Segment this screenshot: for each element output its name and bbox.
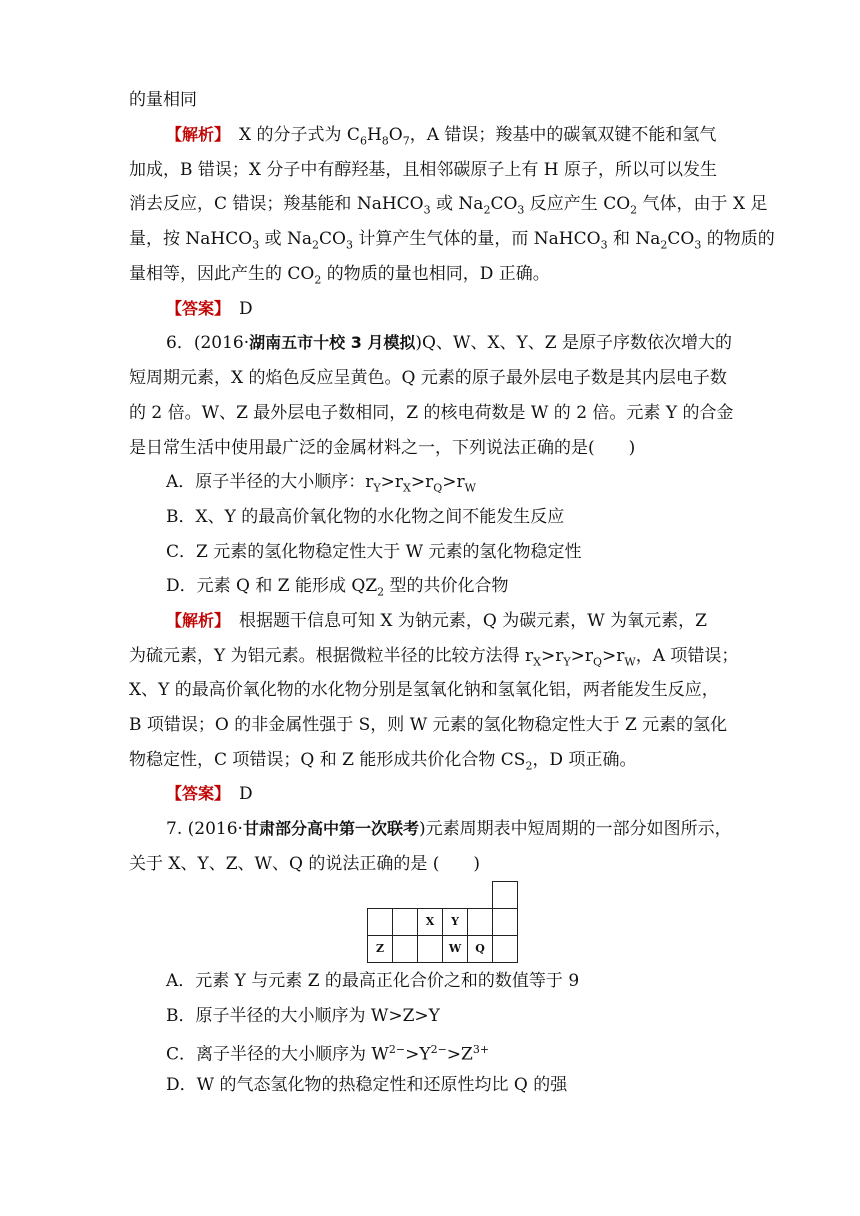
text-run: 2 (483, 203, 491, 217)
text-run: CO (490, 194, 518, 214)
text-run: 8 (381, 134, 389, 148)
text-run: D．W 的气态氢化物的热稳定性和还原性均比 Q 的强 (166, 1075, 568, 1095)
text-run: 或 Na (259, 229, 313, 249)
text-run: 量相等，因此产生的 CO (129, 264, 315, 284)
text-run: 2 (377, 585, 385, 599)
table-cell: Z (367, 935, 393, 963)
text-run: 的物质的 (701, 229, 775, 249)
text-run: >r (442, 472, 465, 492)
text-run: 3 (345, 238, 353, 252)
text-run: >r (602, 646, 625, 666)
text-line (166, 817, 732, 841)
text-run: )Q、W、X、Y、Z 是原子序数依次增大的 (415, 333, 732, 353)
text-run: 3+ (472, 1043, 490, 1056)
text-run: 2 (630, 203, 638, 217)
text-run: X 的分子式为 C (222, 125, 360, 145)
text-run: 量，按 NaHCO (129, 229, 253, 249)
table-cell (492, 881, 518, 909)
source-label: 湖南五市十校 3 月模拟 (249, 333, 416, 352)
table-cell (467, 908, 493, 936)
text-run: 关于 X、Y、Z、W、Q 的说法正确的是 ( ) (129, 854, 481, 874)
text-run: C．Z 元素的氢化物稳定性大于 W 元素的氢化物稳定性 (166, 542, 582, 562)
text-run: 2− (430, 1043, 447, 1056)
text-run: D (222, 784, 253, 804)
text-line (166, 297, 253, 321)
text-line (129, 88, 197, 112)
text-run: H (366, 125, 382, 145)
text-line (129, 644, 738, 674)
text-run: ，A 错误；羧基中的碳氧双键不能和氢气 (409, 125, 717, 145)
text-line (166, 574, 509, 604)
text-run: B 项错误；O 的非金属性强于 S，则 W 元素的氢化物稳定性大于 Z 元素的氢化 (129, 715, 728, 735)
text-line (129, 713, 727, 737)
section-tag: 【答案】 (166, 784, 223, 803)
text-line (166, 782, 253, 806)
section-tag: 【答案】 (166, 299, 223, 318)
text-run: B．X、Y 的最高价氧化物的水化物之间不能发生反应 (166, 507, 565, 527)
text-run: 2 (312, 238, 320, 252)
text-line (166, 1073, 567, 1097)
text-run: 反应产生 CO (524, 194, 631, 214)
text-run: 7 (402, 134, 410, 148)
text-run: ，A 项错误； (635, 646, 739, 666)
text-line (166, 331, 732, 355)
text-run: 消去反应，C 错误；羧基能和 NaHCO (129, 194, 424, 214)
text-run: >r (570, 646, 594, 666)
text-line (166, 609, 707, 633)
text-run: 2 (660, 238, 668, 252)
text-run: >r (541, 646, 564, 666)
text-run: )元素周期表中短周期的一部分如图所示， (418, 819, 732, 839)
text-run: 加成，B 错误；X 分子中有醇羟基，且相邻碳原子上有 H 原子，所以可以发生 (129, 160, 718, 180)
text-run: 7. (2016· (166, 819, 243, 839)
text-run: X (533, 655, 541, 669)
text-line (166, 1004, 440, 1028)
text-run: 的 2 倍。W、Z 最外层电子数相同，Z 的核电荷数是 W 的 2 倍。元素 Y 的合金 (129, 403, 734, 423)
text-run: 型的共价化合物 (384, 576, 509, 596)
text-run: 短周期元素，X 的焰色反应呈黄色。Q 元素的原子最外层电子数是其内层电子数 (129, 368, 727, 388)
text-line (129, 262, 550, 292)
text-line (129, 366, 727, 390)
text-run: D．元素 Q 和 Z 能形成 QZ (166, 576, 378, 596)
table-cell: Y (442, 908, 468, 936)
text-run: W (464, 481, 476, 495)
text-run: 3 (252, 238, 260, 252)
text-line (166, 969, 579, 993)
text-run: X、Y 的最高价氧化物的水化物分别是氢氧化钠和氢氧化铝，两者能发生反应， (129, 680, 719, 700)
source-label: 甘肃部分高中第一次联考 (242, 819, 419, 838)
text-line (166, 505, 564, 529)
text-run: Q (593, 655, 603, 669)
text-run: CO (667, 229, 695, 249)
text-run: 根据题干信息可知 X 为钠元素，Q 为碳元素，W 为氧元素，Z (222, 611, 707, 631)
text-run: O (388, 125, 403, 145)
table-cell: X (417, 908, 443, 936)
table-cell (417, 935, 443, 963)
text-run: 2− (388, 1043, 406, 1056)
table-cell (367, 908, 393, 936)
text-run: 2 (525, 759, 533, 773)
text-line (129, 678, 719, 702)
text-run: 2 (314, 273, 322, 287)
text-line (166, 123, 716, 153)
text-line (129, 158, 717, 182)
table-cell (492, 935, 518, 963)
text-line (129, 192, 767, 222)
text-run: 6．(2016· (166, 333, 250, 353)
text-run: CO (319, 229, 346, 249)
table-cell (392, 935, 418, 963)
text-run: C．离子半径的大小顺序为 W (166, 1044, 389, 1065)
text-run: 气体，由于 X 足 (637, 194, 768, 214)
text-line (129, 436, 635, 460)
text-run: 6 (359, 134, 367, 148)
text-run: Y (373, 481, 381, 495)
text-run: 计算产生气体的量，而 NaHCO (352, 229, 601, 249)
text-line (129, 748, 636, 778)
text-run: 的量相同 (129, 90, 197, 110)
section-tag: 【解析】 (166, 611, 223, 630)
text-run: 为硫元素，Y 为铝元素。根据微粒半径的比较方法得 r (129, 646, 534, 666)
table-cell (392, 908, 418, 936)
text-run: A．元素 Y 与元素 Z 的最高正化合价之和的数值等于 9 (166, 971, 580, 991)
text-run: 是日常生活中使用最广泛的金属材料之一，下列说法正确的是( ) (129, 438, 636, 458)
text-run: Q (433, 481, 443, 495)
text-run: 和 Na (607, 229, 661, 249)
text-run: W (624, 655, 636, 669)
text-run: >r (380, 472, 404, 492)
text-run: 物稳定性，C 项错误；Q 和 Z 能形成共价化合物 CS (129, 750, 526, 770)
text-line (166, 540, 582, 564)
text-line (129, 401, 733, 425)
table-cell (492, 908, 518, 936)
text-run: 3 (517, 203, 525, 217)
table-cell: Q (467, 935, 493, 963)
text-run: Y (563, 655, 571, 669)
text-run: >r (410, 472, 434, 492)
text-run: 的物质的量也相同，D 正确。 (321, 264, 550, 284)
text-run: >Z (446, 1044, 473, 1065)
text-run: ，D 项正确。 (532, 750, 637, 770)
text-run: 3 (600, 238, 608, 252)
text-run: 或 Na (430, 194, 484, 214)
text-run: 3 (423, 203, 431, 217)
table-cell: W (442, 935, 468, 963)
text-run: 3 (694, 238, 702, 252)
text-line (129, 852, 480, 876)
section-tag: 【解析】 (166, 125, 223, 144)
text-run: >Y (405, 1044, 431, 1065)
text-run: A．原子半径的大小顺序：r (166, 472, 374, 492)
text-line (166, 1038, 489, 1067)
text-run: B．原子半径的大小顺序为 W>Z>Y (166, 1006, 440, 1026)
text-run: D (222, 299, 253, 319)
text-line (129, 227, 775, 257)
text-run: X (403, 481, 411, 495)
text-line (166, 470, 476, 500)
